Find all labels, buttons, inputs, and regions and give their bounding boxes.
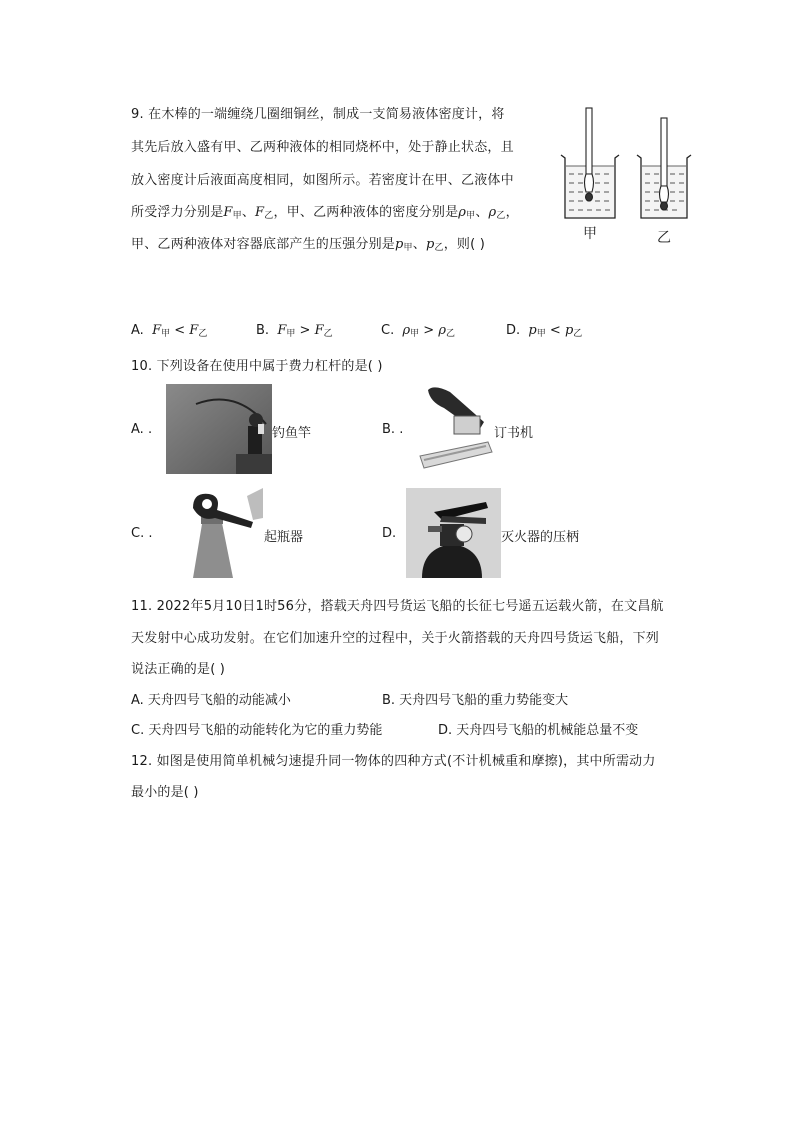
q11-option-b[interactable]: B. 天舟四号飞船的重力势能变大 — [382, 693, 569, 708]
q9-line-1: 9. 在木棒的一端缠绕几圈细铜丝，制成一支简易液体密度计，将 — [131, 107, 505, 122]
hydrometer-yi — [660, 118, 669, 210]
force-symbol-yi: $F_乙$ — [255, 205, 274, 221]
separator: 、 — [241, 205, 256, 220]
stapler-photo — [414, 382, 494, 474]
q10-option-a-letter[interactable]: A. . — [131, 422, 153, 437]
q9-line-2: 其先后放入盛有甲、乙两种液体的相同烧杯中，处于静止状态，且 — [131, 140, 514, 155]
q10-option-d-label: 灭火器的压柄 — [501, 530, 580, 545]
density-symbol-jia: $\rho_甲$ — [458, 205, 476, 221]
q9-option-a[interactable]: A. $F_甲 < F_乙$ — [131, 323, 208, 339]
figure-label-yi: 乙 — [657, 230, 671, 246]
fire-extinguisher-photo — [406, 488, 501, 578]
figure-label-jia: 甲 — [583, 226, 597, 242]
q9-line-4-text-a: 所受浮力分别是 — [131, 205, 224, 220]
force-symbol-jia: $F_甲$ — [223, 205, 242, 221]
q11-line-1: 11. 2022年5月10日1时56分，搭载天舟四号货运飞船的长征七号遥五运载火箭，在文昌航 — [131, 599, 664, 614]
q10-option-a-label: 钓鱼竿 — [272, 426, 312, 441]
q10-option-b-letter[interactable]: B. . — [382, 422, 404, 437]
q11-line-2: 天发射中心成功发射。在它们加速升空的过程中，关于火箭搭载的天舟四号货运飞船，下列 — [131, 631, 660, 646]
q9-line-5-text-b: ，则( ) — [443, 237, 485, 252]
q11-option-d[interactable]: D. 天舟四号飞船的机械能总量不变 — [438, 723, 639, 738]
q10-option-c-letter[interactable]: C. . — [131, 526, 153, 541]
pressure-symbol-yi: $p_乙$ — [425, 237, 444, 253]
q10-option-c-label: 起瓶器 — [264, 530, 304, 545]
hydrometer-beakers-figure — [555, 100, 700, 250]
hydrometer-jia — [585, 108, 594, 201]
q9-option-c[interactable]: C. $\rho_甲 > \rho_乙$ — [381, 323, 456, 339]
pressure-symbol-jia: $p_甲$ — [395, 237, 413, 253]
fishing-rod-photo — [166, 384, 272, 474]
q12-line-2: 最小的是( ) — [131, 785, 199, 800]
q10-stem: 10. 下列设备在使用中属于费力杠杆的是( ) — [131, 359, 383, 374]
separator: 、 — [475, 205, 489, 220]
q9-line-4-text-b: ，甲、乙两种液体的密度分别是 — [273, 205, 459, 220]
q9-line-5-text-a: 甲、乙两种液体对容器底部产生的压强分别是 — [131, 237, 396, 252]
q11-line-3: 说法正确的是( ) — [131, 662, 226, 677]
q9-option-b[interactable]: B. $F_甲 > F_乙$ — [256, 323, 333, 339]
q9-option-d[interactable]: D. $p_甲 < p_乙$ — [506, 323, 583, 339]
bottle-opener-photo — [163, 488, 263, 578]
density-symbol-yi: $\rho_乙$ — [488, 205, 506, 221]
separator: 、 — [412, 237, 426, 252]
q11-option-c[interactable]: C. 天舟四号飞船的动能转化为它的重力势能 — [131, 723, 383, 738]
q9-line-3: 放入密度计后液面高度相同，如图所示。若密度计在甲、乙液体中 — [131, 173, 514, 188]
q11-option-a[interactable]: A. 天舟四号飞船的动能减小 — [131, 693, 291, 708]
q10-option-d-letter[interactable]: D. — [382, 526, 397, 541]
q12-line-1: 12. 如图是使用简单机械匀速提升同一物体的四种方式(不计机械重和摩擦)，其中所需动力 — [131, 754, 656, 769]
q10-option-b-label: 订书机 — [494, 426, 534, 441]
q9-line-5 — [131, 233, 485, 253]
q9-line-4: 所受浮力分别是$F_甲$、$F_乙$，甲、乙两种液体的密度分别是$\rho_甲$、$\rho_乙$， — [131, 205, 519, 221]
